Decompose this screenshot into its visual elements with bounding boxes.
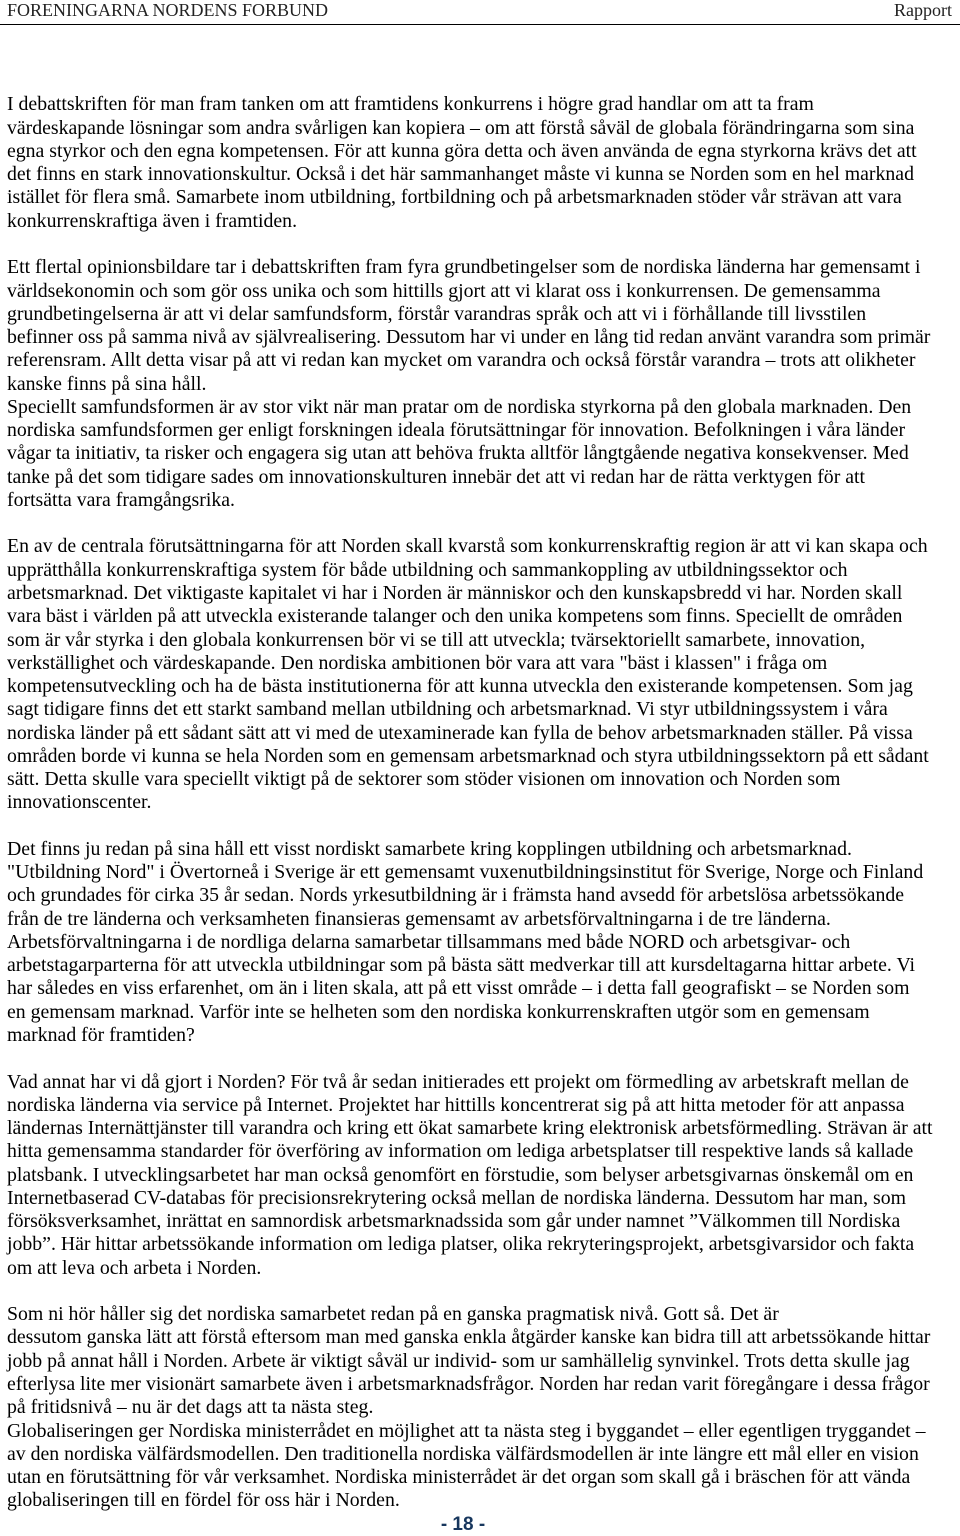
text-line: jobb på annat håll i Norden. Arbete är viktigt såväl ur individ- som ur samhällelig synvinkel. Trots detta skulle jag	[7, 1349, 910, 1372]
document-type: Rapport	[894, 0, 952, 20]
text-line: Globaliseringen ger Nordiska ministerrådet en möjlighet att ta nästa steg i byggandet – eller egentligen tryggandet –	[7, 1419, 926, 1442]
text-line: konkurrenskraftiga även i framtiden.	[7, 209, 298, 232]
text-line: av den nordiska välfärdsmodellen. Den traditionella nordiska välfärdsmodellen är inte längre ett mål eller en vision	[7, 1442, 919, 1465]
paragraph-3	[7, 396, 957, 512]
text-line: kanske finns på sina håll.	[7, 372, 207, 395]
text-line: sagt tidigare finns det ett starkt samband mellan utbildning och arbetsmarknad. Vi styr utbildningssystem i våra	[7, 698, 888, 721]
paragraph-8	[7, 1420, 957, 1513]
text-line: fortsätta vara framgångsrika.	[7, 488, 235, 511]
paragraph-1	[7, 93, 957, 233]
text-line: referensram. Allt detta visar på att vi redan kan mycket om varandra och också förstår varandra – trots att olikheter	[7, 349, 916, 372]
text-line: I debattskriften för man fram tanken om att framtidens konkurrens i högre grad handlar om att ta fram	[7, 93, 814, 116]
text-line: innovationscenter.	[7, 791, 152, 814]
text-line: globaliseringen till en fördel för oss här i Norden.	[7, 1489, 400, 1512]
text-line: försöksverksamhet, inrättat en samnordisk arbetsmarknadssida som går under namnet ”Välkommen till Nordiska	[7, 1210, 901, 1233]
text-line: platsbank. I utvecklingsarbetet har man också genomfört en förstudie, som belyser arbetsgivarnas önskemål om en	[7, 1163, 914, 1186]
text-line: dessutom ganska lätt att förstå eftersom man med ganska enkla åtgärder kanske kan bidra till att arbetssökande hittar	[7, 1326, 931, 1349]
text-line: arbetsmarknad. Det viktigaste kapitalet vi har i Norden är människor och den kunskapsbredd vi har. Norden skall	[7, 581, 903, 604]
text-line: det finns en stark innovationskultur. Också i det här sammanhanget måste vi kunna se Norden som en hel marknad	[7, 163, 914, 186]
text-line: har således en viss erfarenhet, om än i liten skala, att på ett visst område – i detta fall geografiskt – se Norden som	[7, 977, 910, 1000]
text-line: nordiska samfundsformen ger enligt forskningen ideala förutsättningar för innovation. Befolkningen i våra länder	[7, 419, 906, 442]
paragraph-6	[7, 1071, 957, 1280]
text-line: Vad annat har vi då gjort i Norden? För två år sedan initierades ett projekt om förmedling av arbetskraft mellan de	[7, 1070, 909, 1093]
text-line: Ett flertal opinionsbildare tar i debattskriften fram fyra grundbetingelser som de nordiska länderna har gemensamt i	[7, 256, 921, 279]
text-line: grundbetingelserna är att vi delar samfundsform, förstår varandras språk och att vi i förhållande till livsstilen	[7, 302, 867, 325]
text-line: Arbetsförvaltningarna i de nordliga delarna samarbetar tillsammans med både NORD och arbetsgivar- och	[7, 930, 851, 953]
page-number: - 18 -	[440, 1514, 486, 1535]
paragraph-2	[7, 256, 957, 396]
text-line: vara bäst i världen på att utveckla existerande talanger och den unika kompetens som finns. Speciellt de områden	[7, 605, 903, 628]
text-line: en gemensam marknad. Varför inte se helheten som den nordiska konkurrenskraften utgör som en gemensam	[7, 1000, 870, 1023]
text-line: nordiska länder på ett sådant sätt att vi med de utexaminerade kan fylla de behov arbetsmarknaden ställer. På vissa	[7, 721, 913, 744]
text-line: Speciellt samfundsformen är av stor vikt när man pratar om de nordiska styrkorna på den globala marknaden. Den	[7, 395, 912, 418]
text-line: kompetensutveckling och ha de bästa institutionerna för att kunna utveckla den existerande kompetensen. Som jag	[7, 675, 913, 698]
page-header	[0, 0, 960, 25]
text-line: tanke på det som tidigare sades om innovationskulturen innebär det att vi redan har de rätta verktygen för att	[7, 465, 866, 488]
paragraph-7	[7, 1303, 957, 1419]
text-line: Det finns ju redan på sina håll ett visst nordiskt samarbete kring kopplingen utbildning och arbetsmarknad.	[7, 837, 852, 860]
text-line: efterlysa lite mer visionärt samarbete även i arbetsmarknadsfrågor. Norden har redan varit föregångare i dessa frågor	[7, 1373, 930, 1395]
organization-name: FORENINGARNA NORDENS FORBUND	[7, 0, 329, 20]
text-line: från de tre länderna och verksamheten finansieras gemensamt av arbetsförvaltningarna i de tre länderna.	[7, 907, 831, 930]
text-line: på fritidsnivå – nu är det dags att ta nästa steg.	[7, 1396, 374, 1419]
text-line: befinner oss på samma nivå av självrealisering. Dessutom har vi under en lång tid redan använt varandra som primär	[7, 326, 931, 349]
text-line: som är vår styrka i den globala konkurrensen bör vi se till att utveckla; tvärsektoriellt samarbete, innovation,	[7, 628, 866, 651]
paragraph-5	[7, 838, 957, 1047]
text-line: jobb”. Här hittar arbetssökande information om lediga platser, olika rekryteringsprojekt, arbetsgivarsidor och fakta	[7, 1233, 915, 1256]
text-line: om att leva och arbeta i Norden.	[7, 1256, 262, 1279]
text-line: värdeskapande lösningar som andra svårligen kan kopiera – om att förstå såväl de globala förändringarna som sina	[7, 116, 915, 139]
document-body	[7, 93, 957, 1535]
text-line: Som ni hör håller sig det nordiska samarbetet redan på en ganska pragmatisk nivå. Gott så. Det är	[7, 1303, 779, 1326]
text-line: vågar ta initiativ, ta risker och engagera sig utan att behöva frukta alltför långtgående negativa konsekvenser. Med	[7, 442, 909, 465]
text-line: marknad för framtiden?	[7, 1024, 195, 1047]
text-line: områden borde vi kunna se hela Norden som en gemensam arbetsmarknad och styra utbildningssektorn på ett sådant	[7, 744, 929, 767]
text-line: upprätthålla konkurrenskraftiga system för både utbildning och sammankoppling av utbildningssektor och	[7, 558, 848, 581]
text-line: Internetbaserad CV-databas för precisionsrekrytering också mellan de nordiska länderna. Dessutom har man, som	[7, 1186, 907, 1209]
text-line: En av de centrala förutsättningarna för att Norden skall kvarstå som konkurrenskraftig region är att vi kan skapa och	[7, 535, 928, 558]
paragraph-4	[7, 535, 957, 814]
text-line: istället för flera små. Samarbete inom utbildning, fortbildning och på arbetsmarknaden stöder vår strävan att vara	[7, 186, 902, 209]
text-line: världsekonomin och som gör oss unika och som hittills gjort att vi klarat oss i konkurrensen. De gemensamma	[7, 279, 881, 302]
text-line: nordiska länderna via service på Internet. Projektet har hittills koncentrerat sig på att hitta metoder för att anpassa	[7, 1093, 905, 1116]
text-line: egna styrkor och den egna kompetensen. För att kunna göra detta och även använda de egna styrkorna krävs det att	[7, 139, 917, 162]
text-line: arbetstagarparterna för att utveckla utbildningar som på bästa sätt medverkar till att kursdeltagarna hittar arbete. Vi	[7, 954, 916, 977]
text-line: utan en förutsättning för vår verksamhet. Nordiska ministerrådet är det organ som skall gå i bräschen för att vända	[7, 1466, 911, 1489]
text-line: och grundades för cirka 35 år sedan. Nords yrkesutbildning är i främsta hand avsedd för arbetslösa arbetssökande	[7, 884, 905, 907]
text-line: hitta gemensamma standarder för överföring av information om lediga arbetsplatser till respektive lands så kallade	[7, 1140, 914, 1163]
text-line: verkställighet och värdeskapande. Den nordiska ambitionen bör vara att vara "bäst i klassen" i fråga om	[7, 651, 828, 674]
text-line: "Utbildning Nord" i Övertorneå i Sverige är ett gemensamt vuxenutbildningsinstitut för Sverige, Norge och Finland	[7, 861, 924, 884]
text-line: sätt. Detta skulle vara speciellt viktigt på de sektorer som stöder visionen om innovation och Norden som	[7, 768, 841, 791]
text-line: ländernas Internättjänster till varandra och kring ett ökat samarbete kring elektronisk arbetsförmedling. Strävan är att	[7, 1117, 933, 1140]
